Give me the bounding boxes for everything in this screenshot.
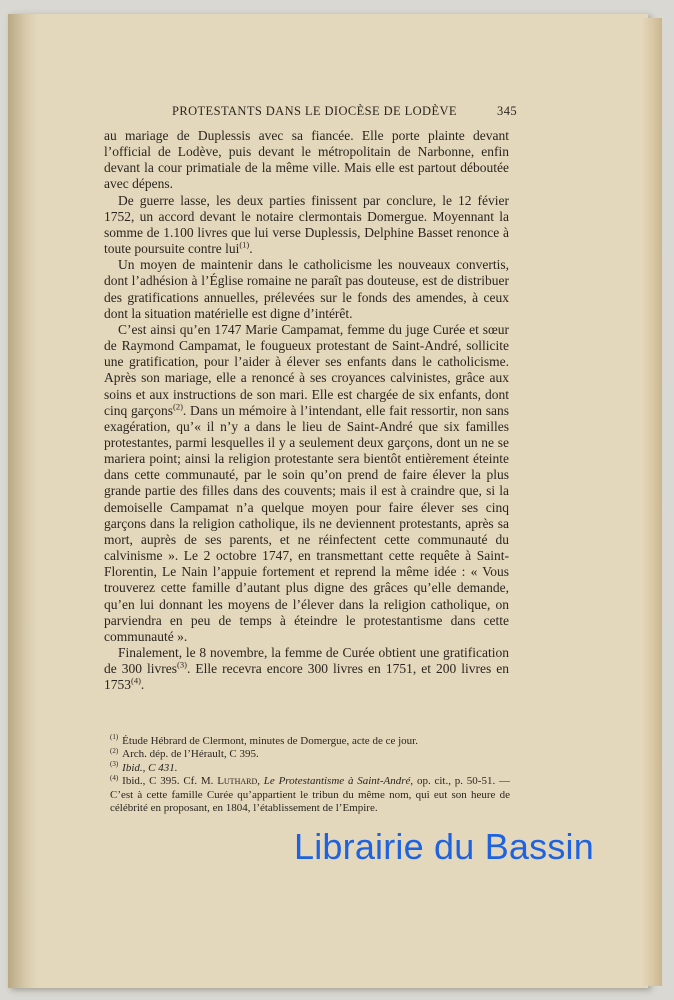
page-number: 345 [497, 104, 517, 118]
watermark-text: Librairie du Bassin [294, 826, 594, 867]
footnote-4-text-a: Ibid., C 395. Cf. M. [122, 775, 218, 788]
footnote-4 [110, 775, 510, 815]
footnote-ref-3: (3) [177, 659, 187, 670]
running-title: PROTESTANTS DANS LE DIOCÈSE DE LODÈVE [172, 104, 457, 118]
footnote-4-author: Luthard [217, 775, 258, 788]
paragraph-5-text-a: Finalement, le 8 novembre, la femme de Curée obtient une gratification de 300 livres [104, 645, 509, 677]
paragraph-5-text-b: . Elle recevra encore 300 livres en 1751, et 200 livres en 1753 [104, 661, 509, 693]
paragraph-2-text: De guerre lasse, les deux parties finissent par conclure, le 12 févier 1752, un accord devant le notaire clermontais Domergue. Moyennant la somme de 1.100 livres que lui verse Duplessis, Delphine Basset renonce à toute poursuite contre lui [104, 192, 509, 257]
footnote-1-number: (1) [110, 733, 119, 742]
footnote-ref-1: (1) [239, 239, 250, 250]
footnote-3-text: Ibid., C 431. [122, 761, 178, 774]
paragraph-4-text-b: . Dans un mémoire à l’intendant, elle fait ressortir, non sans exagération, qu’« il n’y a dans le lieu de Saint-André que six familles protestantes, parmi lesquelles il y a seulement deux garçons, dont un ne se mariera point; ainsi la religion protestante sera bientôt entièrement éteinte dans cette communauté, par le soin qu’on prend de faire élever la plus grande partie des filles dans des couvents; mais il est à craindre que, si la demoiselle Campamat n’a quelque moyen pour faire élever ses cinq garçons dans la religion catholique, ils ne deviennent protestants, après sa mort, auprès de ses parents, et ne réinfectent cette communauté du calvinisme ». Le 2 octobre 1747, en transmettant cette requête à Saint-Florentin, Le Nain l’appuie fortement et reprend la même idée : « Vous trouverez cette famille d’autant plus digne des grâces qu’elle demande, qu’en lui donnant les moyens de l’élever dans la religion catholique, on parviendra en peu de temps à éteindre le protestantisme dans cette communauté ». [104, 402, 509, 644]
footnote-4-text-c: , op. cit., p. 50-51. — C’est à cette famille Curée qu’appartient le tribun du même nom, qui eut son heure de célébrité en proposant, en 1804, l’établissement de l’Empire. [110, 775, 510, 815]
page-gutter-shadow [8, 14, 38, 988]
footnotes [110, 735, 510, 815]
paragraph-1: au mariage de Duplessis avec sa fiancée. Elle porte plainte devant l’official de Lodève, puis devant le métropolitain de Narbonne, enfin devant la cour primatiale de la même ville. Mais elle est partout déboutée avec dépens. [104, 128, 509, 192]
footnote-3-number: (3) [110, 760, 119, 769]
paragraph-2-end: . [249, 241, 253, 257]
footnote-ref-4: (4) [131, 675, 141, 686]
body-text [104, 128, 509, 693]
paragraph-4 [104, 322, 509, 645]
paragraph-3: Un moyen de maintenir dans le catholicisme les nouveaux convertis, dont l’adhésion à l’Église romaine ne paraît pas douteuse, est de distribuer des gratifications annuelles, prélevées sur le fonds des amendes, à ceux dont la situation matérielle est digne d’intérêt. [104, 257, 509, 321]
paragraph-5-text-c: . [140, 677, 145, 693]
footnote-2-text: Arch. dép. de l’Hérault, C 395. [122, 748, 259, 761]
page-stack-edge [640, 18, 662, 986]
footnote-4-text-b: , [257, 775, 264, 788]
footnote-3 [110, 762, 510, 775]
paragraph-2 [104, 193, 509, 258]
footnote-1 [110, 735, 510, 748]
paragraph-4-text-a: C’est ainsi qu’en 1747 Marie Campamat, femme du juge Curée et sœur de Raymond Campamat, le fougueux protestant de Saint-André, sollicite une gratification, pour l’aider à élever ses enfants dans le catholicisme. Après son mariage, elle a renoncé à ses croyances calvinistes, grâce aux soins et aux instructions de son mari. Elle est chargée de six enfants, dont cinq garçons [104, 321, 509, 418]
footnote-4-title: Le Protestantisme à Saint-André [263, 775, 411, 788]
footnote-2 [110, 748, 510, 761]
footnote-ref-2: (2) [172, 401, 183, 412]
footnote-2-number: (2) [110, 746, 119, 755]
paragraph-5 [104, 645, 509, 693]
footnote-1-text: Étude Hébrard de Clermont, minutes de Domergue, acte de ce jour. [122, 735, 418, 747]
footnote-4-number: (4) [110, 773, 119, 782]
running-header [172, 104, 517, 119]
